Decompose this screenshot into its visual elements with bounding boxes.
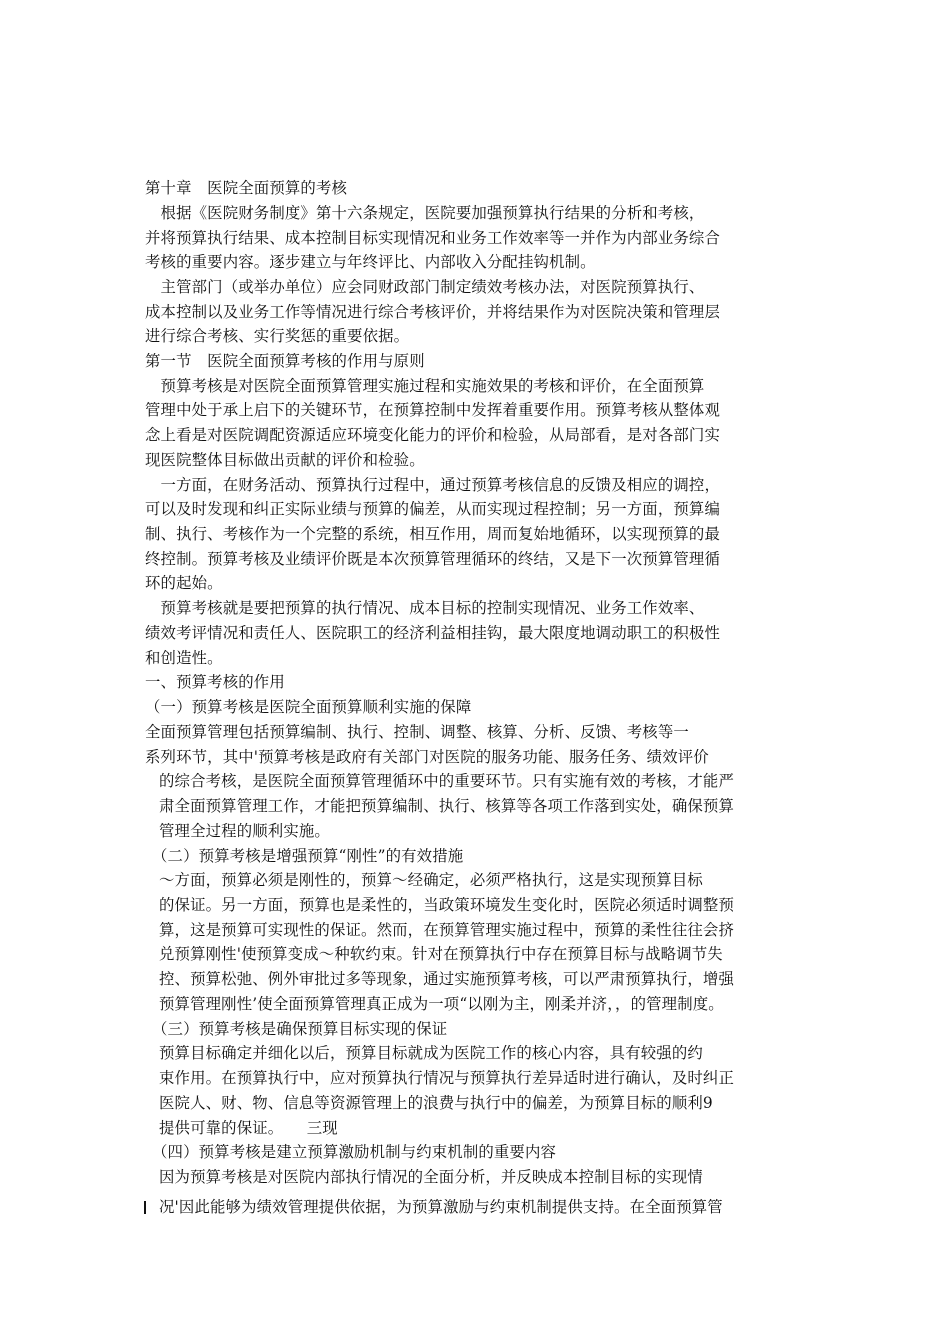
paragraph-line: 管理中处于承上启下的关键环节，在预算控制中发挥着重要作用。预算考核从整体观 (145, 401, 721, 419)
paragraph-line: 考核的重要内容。逐步建立与年终评比、内部收入分配挂钩机制。 (145, 253, 596, 271)
paragraph-line: 根据《医院财务制度》第十六条规定，医院要加强预算执行结果的分析和考核， (145, 204, 705, 222)
paragraph-line: 肃全面预算管理工作，才能把预算编制、执行、核算等各项工作落到实处，确保预算 (159, 797, 735, 815)
item-heading: （四）预算考核是建立预算激励机制与约束机制的重要内容 (152, 1143, 557, 1161)
item-heading: （二）预算考核是增强预算“刚性”的有效措施 (152, 847, 464, 865)
chapter-title: 第十章 医院全面预算的考核 (145, 179, 348, 197)
paragraph-line: 的保证。另一方面，预算也是柔性的，当政策环境发生变化时，医院必须适时调整预 (159, 896, 735, 914)
paragraph-line: 预算管理刚性’使全面预算管理真正成为一项“以刚为主，刚柔并济，，的管理制度。 (159, 995, 724, 1013)
paragraph-line: 的综合考核，是医院全面预算管理循环中的重要环节。只有实施有效的考核，才能严 (159, 772, 735, 790)
paragraph-line: 终控制。预算考核及业绩评价既是本次预算管理循环的终结，又是下一次预算管理循 (145, 550, 721, 568)
paragraph-line: 现医院整体目标做出贡献的评价和检验。 (145, 451, 425, 469)
paragraph-line: 可以及时发现和纠正实际业绩与预算的偏差，从而实现过程控制；另一方面，预算编 (145, 500, 721, 518)
paragraph-line: 控、预算松弛、例外审批过多等现象，通过实施预算考核，可以严肃预算执行，增强 (159, 970, 735, 988)
section-title: 第一节 医院全面预算考核的作用与原则 (145, 352, 425, 370)
paragraph-line: 算，这是预算可实现性的保证。然而，在预算管理实施过程中，预算的柔性往往会挤 (159, 921, 735, 939)
paragraph-line: 医院人、财、物、信息等资源管理上的浪费与执行中的偏差，为预算目标的顺利9 (159, 1094, 713, 1112)
subsection-title: 一、预算考核的作用 (145, 673, 285, 691)
paragraph-line: 环的起始。 (145, 574, 223, 592)
paragraph-line: 成本控制以及业务工作等情况进行综合考核评价，并将结果作为对医院决策和管理层 (145, 303, 721, 321)
margin-mark (144, 1201, 146, 1214)
paragraph-line: 提供可靠的保证。 三现 (159, 1119, 338, 1137)
paragraph-line: 兑预算刚性'使预算变成～种软约束。针对在预算执行中存在预算目标与战略调节失 (159, 945, 723, 963)
paragraph-line: 主管部门（或举办单位）应会同财政部门制定绩效考核办法，对医院预算执行、 (145, 278, 705, 296)
paragraph-line: 一方面，在财务活动、预算执行过程中，通过预算考核信息的反馈及相应的调控， (145, 476, 721, 494)
item-heading: （三）预算考核是确保预算目标实现的保证 (152, 1020, 448, 1038)
paragraph-line: 绩效考评情况和责任人、医院职工的经济利益相挂钩，最大限度地调动职工的积极性 (145, 624, 721, 642)
paragraph-line: 和创造性。 (145, 649, 223, 667)
paragraph-line: 管理全过程的顺利实施。 (159, 822, 330, 840)
paragraph-line: 念上看是对医院调配资源适应环境变化能力的评价和检验，从局部看，是对各部门实 (145, 426, 721, 444)
paragraph-line: 束作用。在预算执行中，应对预算执行情况与预算执行差异适时进行确认，及时纠正 (159, 1069, 735, 1087)
paragraph-line: ～方面，预算必须是刚性的，预算～经确定，必须严格执行，这是实现预算目标 (159, 871, 703, 889)
paragraph-line: 预算考核是对医院全面预算管理实施过程和实施效果的考核和评价，在全面预算 (145, 377, 705, 395)
item-heading: （一）预算考核是医院全面预算顺利实施的保障 (145, 698, 472, 716)
paragraph-line: 制、执行、考核作为一个完整的系统，相互作用，周而复始地循环，以实现预算的最 (145, 525, 721, 543)
paragraph-line: 况'因此能够为绩效管理提供依据，为预算激励与约束机制提供支持。在全面预算管 (159, 1198, 723, 1216)
paragraph-line: 并将预算执行结果、成本控制目标实现情况和业务工作效率等一并作为内部业务综合 (145, 229, 721, 247)
paragraph-line: 进行综合考核、实行奖惩的重要依据。 (145, 327, 410, 345)
paragraph-line: 预算目标确定并细化以后，预算目标就成为医院工作的核心内容，具有较强的约 (159, 1044, 703, 1062)
paragraph-line: 系列环节，其中'预算考核是政府有关部门对医院的服务功能、服务任务、绩效评价 (145, 748, 709, 766)
paragraph-line: 全面预算管理包括预算编制、执行、控制、调整、核算、分析、反馈、考核等一 (145, 723, 689, 741)
paragraph-line: 预算考核就是要把预算的执行情况、成本目标的控制实现情况、业务工作效率、 (145, 599, 705, 617)
paragraph-line: 因为预算考核是对医院内部执行情况的全面分析，并反映成本控制目标的实现情 (159, 1168, 703, 1186)
